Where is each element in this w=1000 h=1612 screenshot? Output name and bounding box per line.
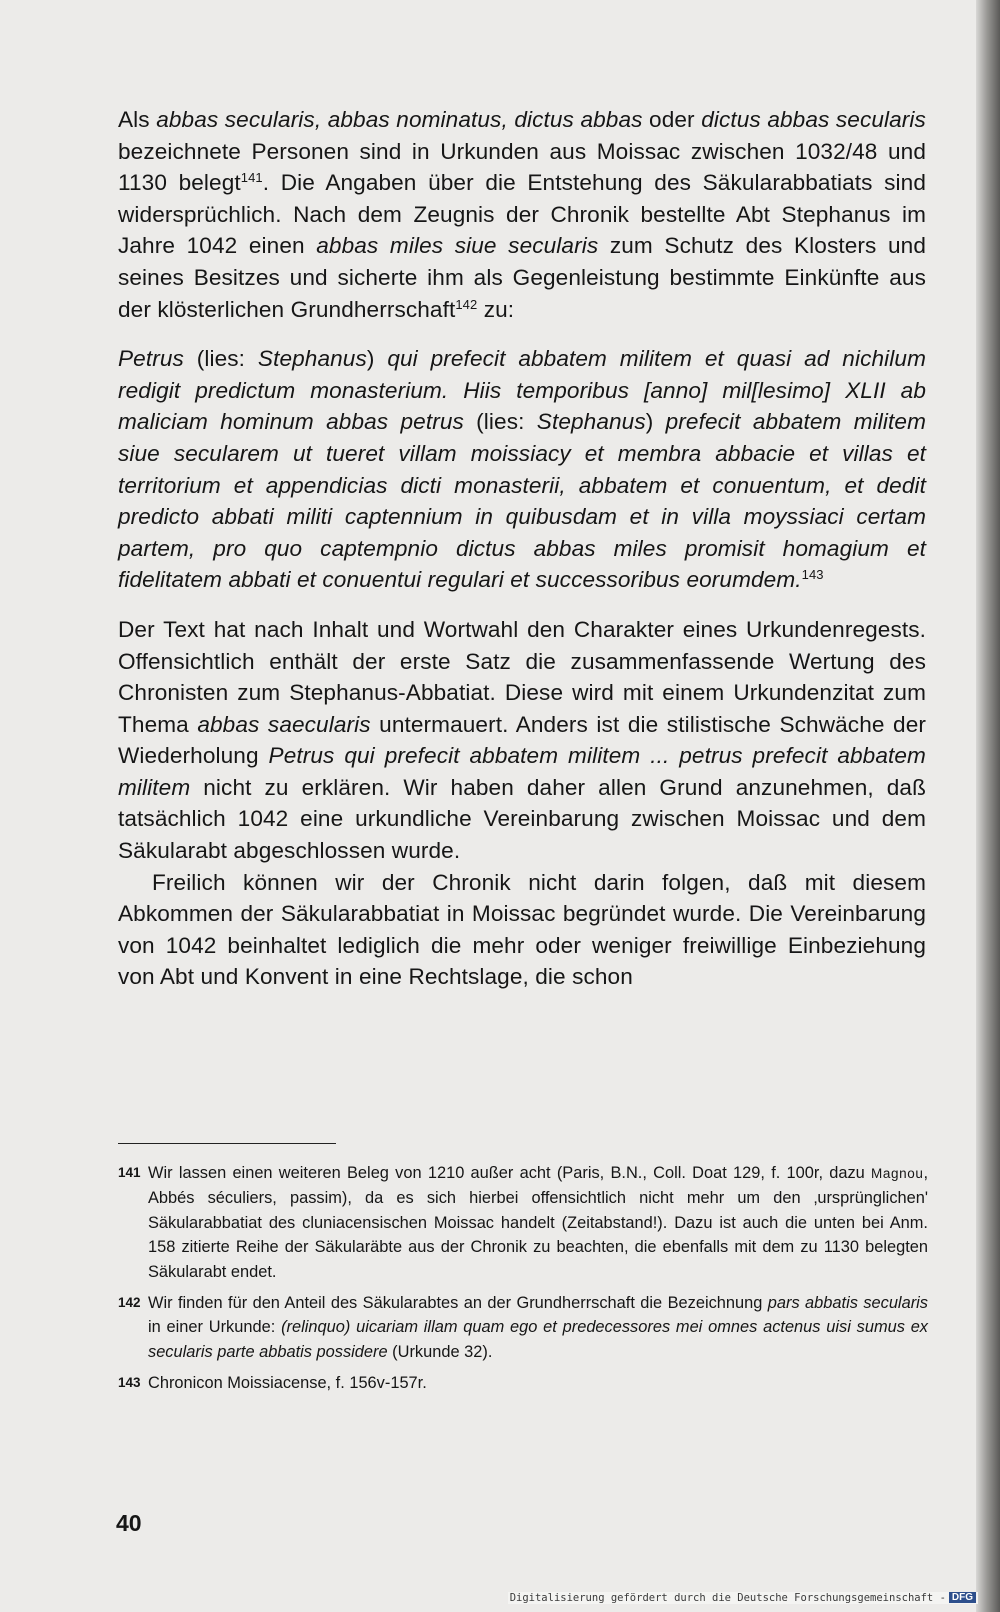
italic-span: pars abbatis secularis <box>767 1294 928 1313</box>
footnote-number: 141 <box>118 1165 141 1180</box>
credit-text: Digitalisierung gefördert durch die Deutsche Forschungsgemeinschaft - <box>509 1592 946 1604</box>
dfg-logo: DFG <box>949 1592 976 1603</box>
text-span: , Abbés séculiers, passim), da es sich hierbei offensichtlich nicht mehr um den ‚ursprünglichen' Säkularabbatiat des cluniacensischen Moissac handelt (Zeitabstand!). Dazu ist auch die unten bei Anm. 158 zitierte Reihe der Säkularäbte aus der Chronik zu beachten, die ebenfalls mit dem zu 1130 belegten Säkularabt endet. <box>148 1164 928 1281</box>
text-span: Als <box>118 107 157 132</box>
text-span: nicht zu erklären. Wir haben daher allen Grund anzunehmen, daß tatsächlich 1042 eine urkundliche Vereinbarung zwischen Moissac und dem Säkularabt abgeschlossen wurde. <box>118 774 926 864</box>
text-span: in einer Urkunde: <box>148 1318 282 1337</box>
text-span: ) <box>366 346 388 372</box>
italic-span: prefecit abbatem militem siue secularem ut tueret villam moissiacy et membra abbacie et villas et territorium et appendicias dicti monasterii, abbatem et conuentum, et dedit predicto abbati militi captennium in quibusdam et in villa moyssiaci certam partem, pro quo captempnio dictus abbas miles promisit homagium et fidelitatem abbati et conuentui regulari et successoribus eorumdem. <box>118 409 926 593</box>
italic-span: Stephanus <box>257 346 367 372</box>
page-number: 40 <box>116 1510 142 1536</box>
text-span: Chronicon Moissiacense, f. 156v-157r. <box>148 1374 427 1393</box>
footnote-number: 143 <box>118 1375 141 1391</box>
main-text <box>118 104 926 993</box>
quotation <box>118 343 926 596</box>
italic-span: dictus abbas secularis <box>701 107 926 132</box>
text-span: Der Text hat nach Inhalt und Wortwahl den Charakter eines Urkundenregests. Offensichtlich enthält der erste Satz die zusammenfassende Wertung des Chronisten zum Stephanus-Abbatiat. Diese wird mit einem Urkundenzitat zum Thema <box>118 616 926 737</box>
text-span: (lies: <box>463 409 537 435</box>
italic-span: abbas saecularis <box>197 711 371 737</box>
text-span: untermauert. Anders ist die stilistische Schwäche der Wiederholung <box>118 711 926 769</box>
text-span: (Urkunde 32). <box>387 1342 493 1361</box>
footnote-number: 142 <box>118 1295 141 1311</box>
author-name: Magnou <box>871 1166 924 1181</box>
footnote-ref-143[interactable]: 143 <box>801 567 824 583</box>
text-span: . Die Angaben über die Entstehung des Säkularabbatiats sind widersprüchlich. Nach dem Zeugnis der Chronik bestellte Abt Stephanus im Jahre 1042 einen <box>118 170 926 259</box>
text-span: Wir finden für den Anteil des Säkularabtes an der Grundherrschaft die Bezeichnung <box>148 1294 768 1313</box>
italic-span: abbas miles siue secularis <box>316 233 599 259</box>
text-span: zu: <box>477 296 515 322</box>
italic-span: abbas secularis, abbas nominatus, dictus abbas <box>156 107 643 132</box>
text-span: (lies: <box>183 346 258 372</box>
text-span: Freilich können wir der Chronik nicht darin folgen, daß mit diesem Abkommen der Säkularabbatiat in Moissac begründet wurde. Die Vereinbarung von 1042 beinhaltet lediglich die mehr oder weniger freiwillige Einbeziehung von Abt und Konvent in eine Rechtslage, die schon <box>118 869 926 990</box>
italic-span: (relinquo) uicariam illam quam ego et predecessores mei omnes actenus uisi sumus ex secularis parte abbatis possidere <box>148 1318 929 1361</box>
italic-span: Petrus <box>118 346 184 372</box>
italic-span: Stephanus <box>536 409 646 435</box>
footnote-ref-141[interactable]: 141 <box>240 170 263 186</box>
italic-span: qui prefecit abbatem militem et quasi ad nichilum redigit predictum monasterium. Hiis temporibus [anno] mil[lesimo] XLII ab maliciam hominum abbas petrus <box>118 346 926 435</box>
text-span: Wir lassen einen weiteren Beleg von 1210 außer acht (Paris, B.N., Coll. Doat 129, f. 100r, dazu <box>148 1164 872 1182</box>
digitization-credit <box>508 1592 978 1604</box>
text-span: ) <box>645 409 666 435</box>
footnotes <box>118 1161 928 1403</box>
paragraph-3 <box>118 867 926 993</box>
footnote-141 <box>118 1161 928 1284</box>
paragraph-1 <box>118 104 926 325</box>
footnote-divider <box>118 1143 336 1144</box>
paragraph-2 <box>118 614 926 867</box>
text-span: zum Schutz des Klosters und seines Besitzes und sicherte ihm als Gegenleistung bestimmte Einkünfte aus der klösterlichen Grundherrschaft <box>118 233 926 322</box>
footnote-ref-142[interactable]: 142 <box>455 296 478 312</box>
page-edge-shadow <box>976 0 1000 1612</box>
footnote-142 <box>118 1291 928 1364</box>
italic-span: Petrus qui prefecit abbatem militem ... petrus prefecit abbatem militem <box>118 743 926 800</box>
footnote-143 <box>118 1371 928 1395</box>
text-span: bezeichnete Personen sind in Urkunden aus Moissac zwischen 1032/48 und 1130 belegt <box>118 138 926 196</box>
text-span: oder <box>642 107 702 132</box>
